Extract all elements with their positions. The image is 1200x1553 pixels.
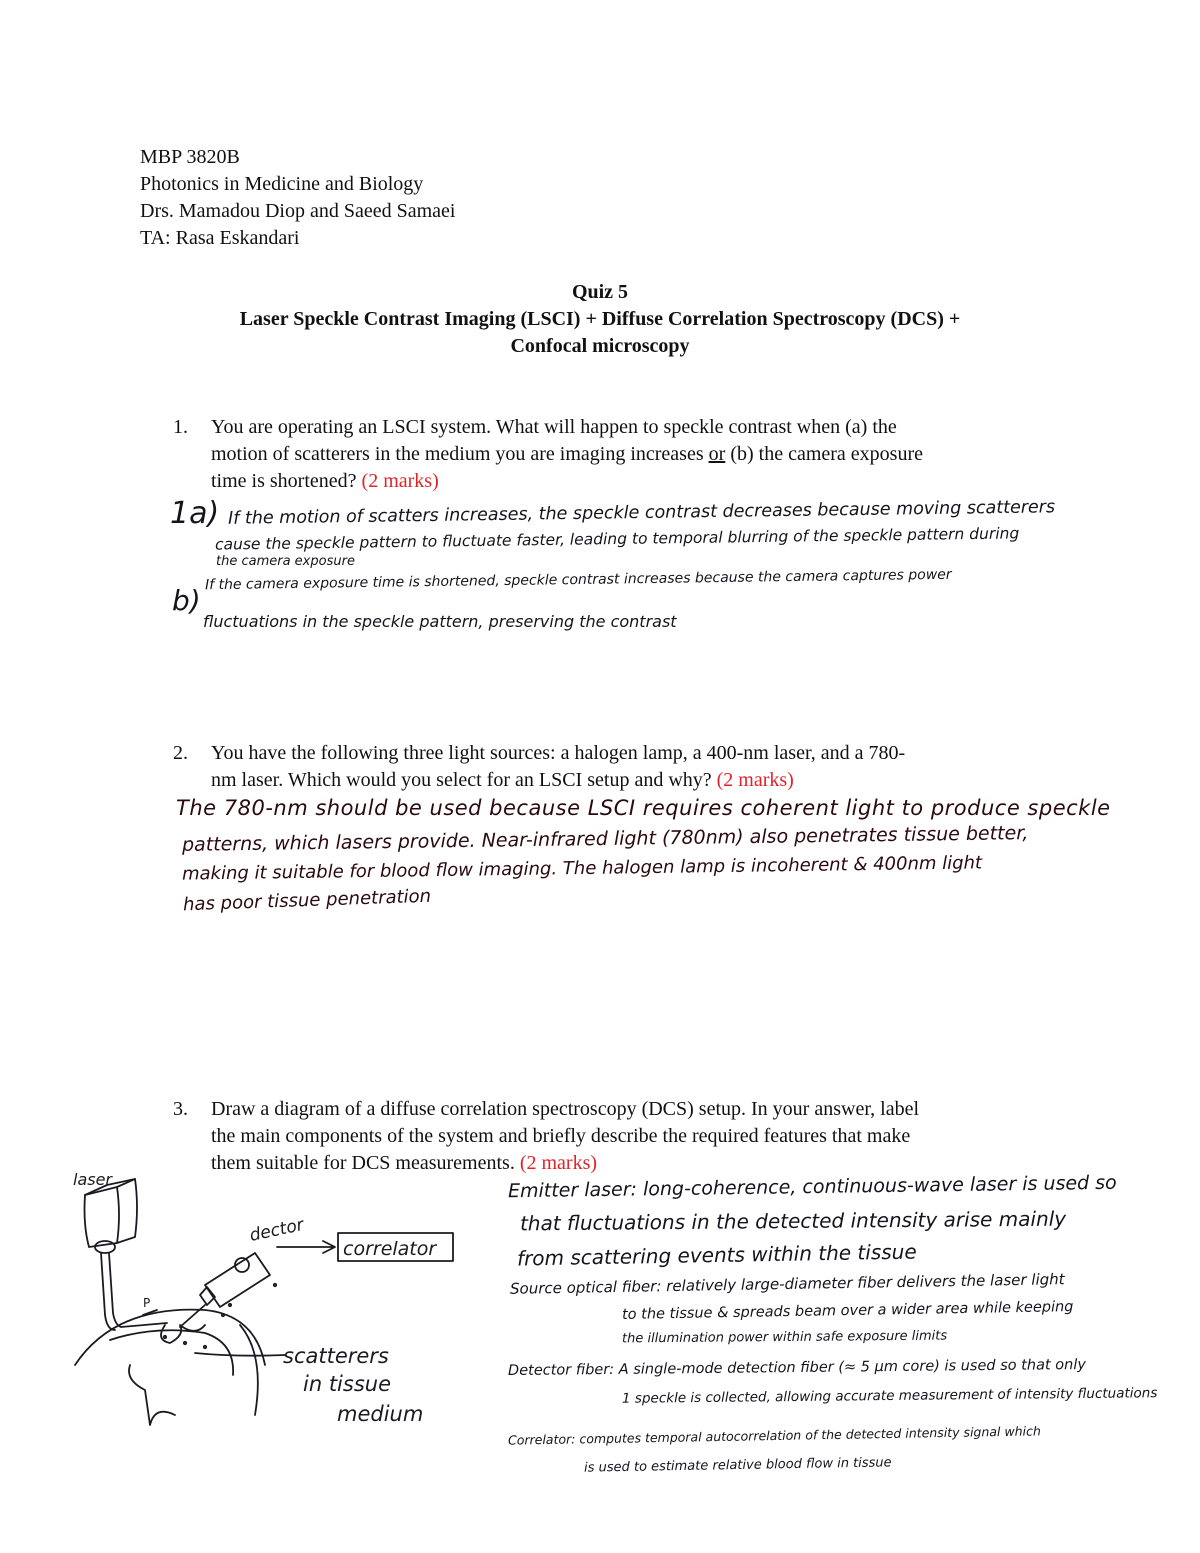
course-ta: TA: Rasa Eskandari [140, 227, 300, 249]
detector-dot [229, 1304, 231, 1306]
source-fiber-left [101, 1253, 115, 1330]
answer-1b-line2: fluctuations in the speckle pattern, preserving the contrast [203, 612, 677, 631]
answer-1b-line1: If the camera exposure time is shortened, speckle contrast increases because the camera captures power [204, 566, 952, 594]
question-2-line1: You have the following three light sources: a halogen lamp, a 400-nm laser, and a 780- [211, 742, 906, 764]
scatterers-pointer [195, 1353, 285, 1356]
laser-side [117, 1179, 137, 1243]
answer-3-source-line2: to the tissue & spreads beam over a wider area while keeping [621, 1299, 1074, 1323]
scatterers-label-line3: medium [337, 1402, 424, 1426]
detector-dot [222, 1314, 224, 1316]
question-2-number: 2. [173, 742, 188, 764]
question-1-line1: You are operating an LSCI system. What will happen to speckle contrast when (a) the [211, 416, 897, 438]
laser-label: laser [73, 1170, 113, 1189]
question-3-line2: the main components of the system and briefly describe the required features that make [211, 1125, 911, 1147]
course-code: MBP 3820B [140, 146, 240, 168]
question-1-line2-part-b: (b) the camera exposure [725, 443, 923, 465]
detector-box [205, 1253, 270, 1307]
question-2-line2 [211, 767, 905, 794]
detector-label: dector [247, 1214, 306, 1246]
question-1-text [211, 414, 923, 495]
question-1-marks: (2 marks) [361, 470, 439, 492]
question-3-line1: Draw a diagram of a diffuse correlation spectroscopy (DCS) setup. In your answer, label [211, 1098, 920, 1120]
quiz-title-block [0, 279, 1200, 360]
quiz-number: Quiz 5 [571, 281, 629, 303]
answer-3-source-line1: Source optical fiber: relatively large-diameter fiber delivers the laser light [509, 1270, 1065, 1298]
answer-1a-line1: If the motion of scatters increases, the speckle contrast decreases because moving scatterers [227, 497, 1056, 529]
scatterer-dot [204, 1346, 206, 1348]
course-header [140, 144, 455, 252]
course-instructors: Drs. Mamadou Diop and Saeed Samaei [140, 200, 456, 222]
source-fiber-right [109, 1253, 167, 1327]
scatterers-label-line2: in tissue [303, 1372, 391, 1396]
question-1-line2-part-a: motion of scatterers in the medium you are imaging increases [211, 443, 709, 465]
answer-1b-label: b) [172, 584, 201, 617]
answer-3-source-line3: the illumination power within safe exposure limits [621, 1328, 948, 1347]
answer-3-emitter-line2: that fluctuations in the detected intensity arise mainly [519, 1206, 1067, 1236]
question-2-line2-text: nm laser. Which would you select for an LSCI setup and why? [211, 769, 717, 791]
detector-to-correlator-arrow [277, 1241, 335, 1253]
detector-dot [274, 1284, 276, 1286]
scatterers-label-line1: scatterers [283, 1344, 389, 1368]
answer-3-detector-line1: Detector fiber: A single-mode detection fiber (≈ 5 µm core) is used so that only [507, 1356, 1087, 1380]
answer-2-line2: patterns, which lasers provide. Near-infrared light (780nm) also penetrates tissue better, [181, 822, 1029, 856]
quiz-title-line1: Laser Speckle Contrast Imaging (LSCI) + Diffuse Correlation Spectroscopy (DCS) + [239, 308, 961, 330]
question-2-text [211, 740, 905, 794]
question-1-line3 [211, 468, 923, 495]
answer-3-emitter-line1: Emitter laser: long-coherence, continuous-wave laser is used so [507, 1171, 1117, 1203]
quiz-title-line2: Confocal microscopy [510, 335, 690, 357]
course-subject: Photonics in Medicine and Biology [140, 173, 424, 195]
detector-fiber [180, 1305, 205, 1327]
scatterer-dot [164, 1336, 166, 1338]
correlator-label: correlator [343, 1238, 437, 1260]
question-1-line2 [211, 441, 923, 468]
answer-1a-line3: the camera exposure [216, 554, 355, 569]
tissue-bottom [129, 1365, 175, 1425]
answer-3-correlator-line1: Correlator: computes temporal autocorrelation of the detected intensity signal which [507, 1423, 1041, 1448]
question-1-line3-text: time is shortened? [211, 470, 362, 492]
tissue-arc-outer [75, 1310, 265, 1365]
laser-aperture [95, 1241, 115, 1253]
dcs-diagram [55, 1165, 495, 1465]
question-3-line3-text: them suitable for DCS measurements. [211, 1152, 520, 1174]
answer-3-emitter-line3: from scattering events within the tissue [516, 1239, 917, 1271]
question-1-number: 1. [173, 416, 188, 438]
scatterer-dot [184, 1342, 186, 1344]
question-2-marks: (2 marks) [716, 769, 794, 791]
answer-1a-line2: cause the speckle pattern to fluctuate faster, leading to temporal blurring of the speckle pattern during [214, 524, 1020, 554]
question-3-marks: (2 marks) [519, 1152, 598, 1174]
photon-path [161, 1325, 205, 1343]
answer-1a-label: 1a) [170, 496, 220, 531]
laser-box [85, 1187, 120, 1247]
answer-2-line1: The 780-nm should be used because LSCI requires coherent light to produce speckle [176, 796, 1111, 820]
answer-3-detector-line2: 1 speckle is collected, allowing accurate measurement of intensity fluctuations [621, 1385, 1158, 1407]
question-1-or: or [708, 443, 726, 465]
answer-2-line3: making it suitable for blood flow imaging. The halogen lamp is incoherent & 400nm light [181, 852, 983, 885]
question-3-number: 3. [173, 1098, 188, 1120]
p-label: P [143, 1296, 151, 1310]
answer-3-correlator-line2: is used to estimate relative blood flow in tissue [583, 1455, 892, 1476]
answer-2-line4: has poor tissue penetration [182, 885, 432, 916]
